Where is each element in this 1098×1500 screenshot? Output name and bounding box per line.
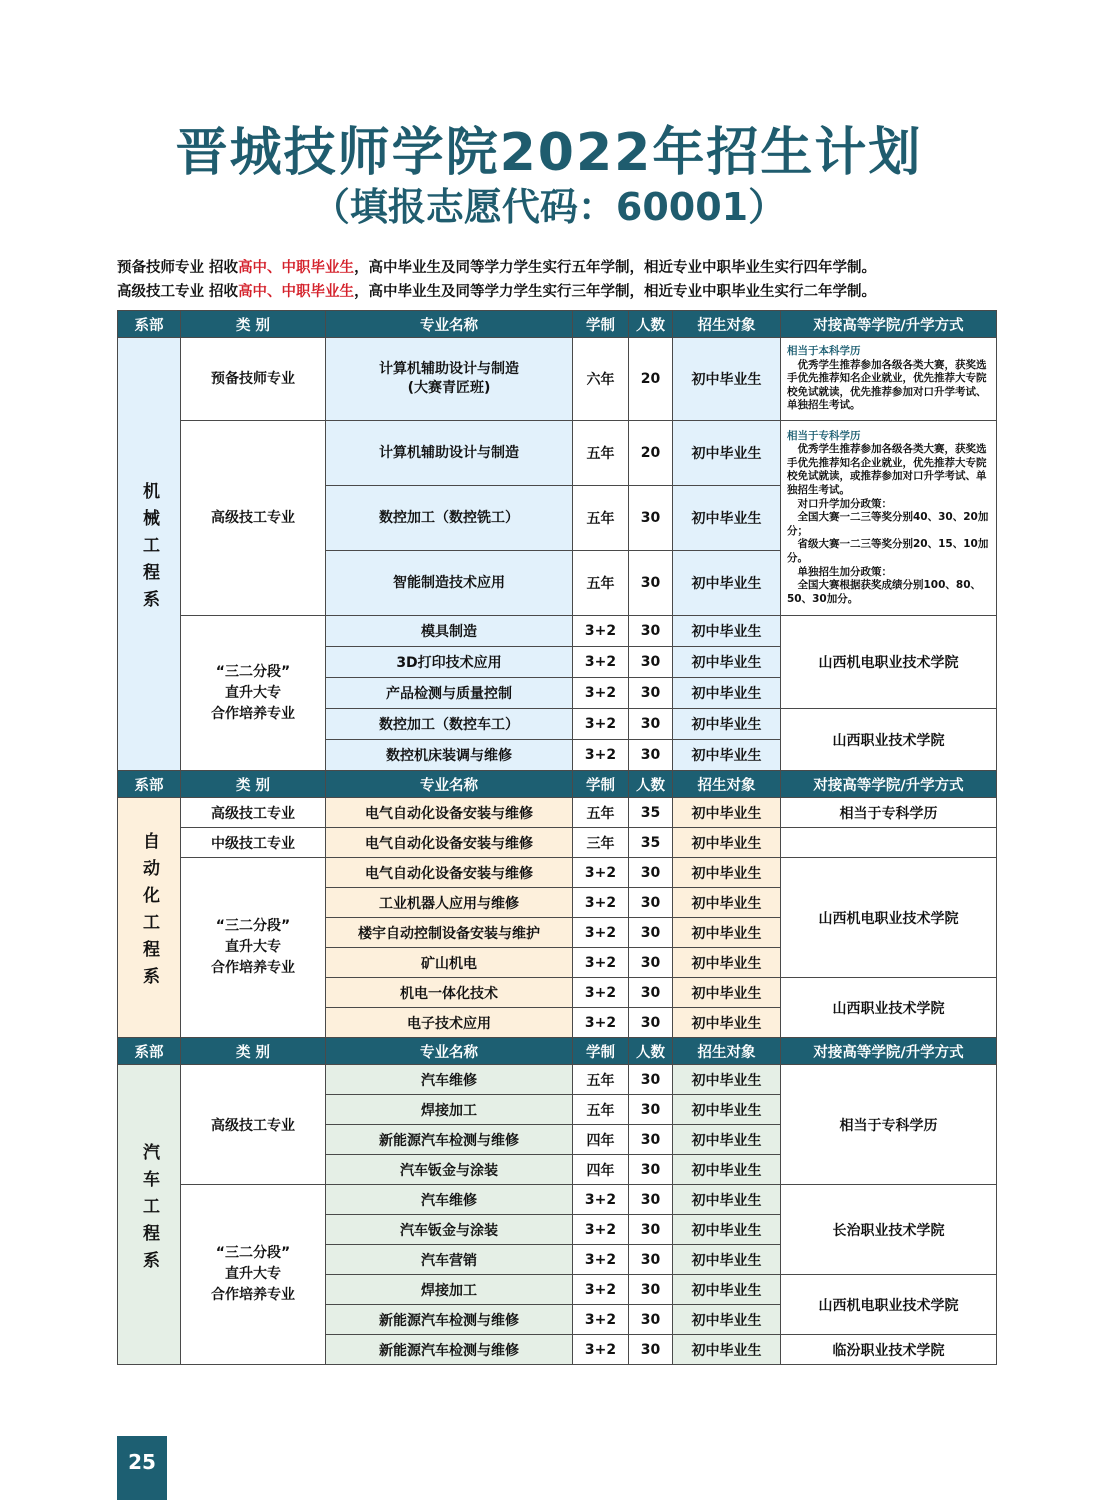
target-cell: 初中毕业生 [673, 338, 781, 421]
college-cell: 山西职业技术学院 [781, 978, 997, 1038]
dept-name: 机械工程系 [139, 482, 159, 617]
major-cell: 计算机辅助设计与制造 [326, 421, 573, 486]
major-cell: 计算机辅助设计与制造 (大赛青匠班) [326, 338, 573, 421]
count-cell: 30 [629, 1275, 673, 1305]
major-cell: 工业机器人应用与维修 [326, 888, 573, 918]
count-cell: 30 [629, 551, 673, 616]
category-senior: 高级技工专业 [181, 421, 326, 616]
dept-automotive [118, 1065, 181, 1365]
page-subtitle: （填报志愿代码：60001） [311, 185, 787, 229]
count-cell: 35 [629, 798, 673, 828]
target-cell: 初中毕业生 [673, 1275, 781, 1305]
count-cell: 30 [629, 740, 673, 771]
table-row [118, 338, 997, 421]
college-cell: 相当于专科学历 [781, 1065, 997, 1185]
major-cell: 矿山机电 [326, 948, 573, 978]
category-prep-technician: 预备技师专业 [181, 338, 326, 421]
count-cell: 30 [629, 678, 673, 709]
count-cell: 30 [629, 616, 673, 647]
college-cell: 山西机电职业技术学院 [781, 616, 997, 709]
duration-cell: 3+2 [573, 1305, 629, 1335]
target-cell: 初中毕业生 [673, 978, 781, 1008]
college-cell: 山西机电职业技术学院 [781, 858, 997, 978]
page-number: 25 [117, 1436, 167, 1500]
duration-cell: 3+2 [573, 888, 629, 918]
duration-cell: 3+2 [573, 1245, 629, 1275]
target-cell: 初中毕业生 [673, 1305, 781, 1335]
duration-cell: 五年 [573, 486, 629, 551]
count-cell: 30 [629, 918, 673, 948]
target-cell: 初中毕业生 [673, 1215, 781, 1245]
major-cell: 数控加工（数控铣工） [326, 486, 573, 551]
duration-cell: 3+2 [573, 616, 629, 647]
category-3-2: “三二分段” 直升大专 合作培养专业 [181, 616, 326, 771]
count-cell: 30 [629, 1095, 673, 1125]
major-cell: 焊接加工 [326, 1275, 573, 1305]
duration-cell: 三年 [573, 828, 629, 858]
target-cell: 初中毕业生 [673, 1065, 781, 1095]
header-college: 对接高等学院/升学方式 [781, 1038, 997, 1065]
duration-cell: 3+2 [573, 978, 629, 1008]
count-cell: 30 [629, 1245, 673, 1275]
notes-body: 优秀学生推荐参加各级各类大赛，获奖选手优先推荐知名企业就业，优先推荐大专院校免试就读，优先推荐参加对口升学考试、单独招生考试。 [787, 358, 987, 412]
notes-heading: 相当于本科学历 [787, 345, 861, 358]
major-cell: 新能源汽车检测与维修 [326, 1335, 573, 1365]
college-notes-undergrad [781, 338, 997, 421]
header-category: 类 别 [181, 1038, 326, 1065]
enrollment-table [117, 310, 997, 1365]
major-cell: 机电一体化技术 [326, 978, 573, 1008]
count-cell: 30 [629, 858, 673, 888]
target-cell: 初中毕业生 [673, 551, 781, 616]
header-category: 类 别 [181, 311, 326, 338]
college-cell: 相当于专科学历 [781, 798, 997, 828]
table-row [118, 828, 997, 858]
major-cell: 汽车钣金与涂装 [326, 1215, 573, 1245]
header-duration: 学制 [573, 771, 629, 798]
college-notes-associate [781, 421, 997, 616]
intro-line-2: 高级技工专业 招收高中、中职毕业生，高中毕业生及同等学力学生实行三年学制，相近专业中职毕业生实行二年学制。 [117, 284, 877, 300]
count-cell: 30 [629, 1335, 673, 1365]
duration-cell: 3+2 [573, 740, 629, 771]
dept-automation [118, 798, 181, 1038]
count-cell: 30 [629, 1125, 673, 1155]
count-cell: 30 [629, 978, 673, 1008]
header-duration: 学制 [573, 311, 629, 338]
dept-name: 自动化工程系 [139, 832, 159, 994]
major-cell: 新能源汽车检测与维修 [326, 1305, 573, 1335]
count-cell: 30 [629, 1215, 673, 1245]
duration-cell: 五年 [573, 551, 629, 616]
major-cell: 汽车营销 [326, 1245, 573, 1275]
category-senior: 高级技工专业 [181, 798, 326, 828]
header-college: 对接高等学院/升学方式 [781, 311, 997, 338]
header-count: 人数 [629, 311, 673, 338]
count-cell: 20 [629, 421, 673, 486]
target-cell: 初中毕业生 [673, 486, 781, 551]
duration-cell: 3+2 [573, 858, 629, 888]
target-cell: 初中毕业生 [673, 616, 781, 647]
duration-cell: 3+2 [573, 647, 629, 678]
count-cell: 30 [629, 948, 673, 978]
major-cell: 智能制造技术应用 [326, 551, 573, 616]
duration-cell: 五年 [573, 1095, 629, 1125]
dept-mechanical [118, 338, 181, 771]
duration-cell: 3+2 [573, 1275, 629, 1305]
header-college: 对接高等学院/升学方式 [781, 771, 997, 798]
major-cell: 数控加工（数控车工） [326, 709, 573, 740]
target-cell: 初中毕业生 [673, 1095, 781, 1125]
count-cell: 30 [629, 486, 673, 551]
notes-line: 全国大赛一二三等奖分别40、30、20加分； [787, 511, 989, 537]
duration-cell: 3+2 [573, 948, 629, 978]
header-count: 人数 [629, 771, 673, 798]
count-cell: 30 [629, 1155, 673, 1185]
count-cell: 30 [629, 647, 673, 678]
count-cell: 30 [629, 1305, 673, 1335]
count-cell: 30 [629, 709, 673, 740]
target-cell: 初中毕业生 [673, 1185, 781, 1215]
college-cell: 临汾职业技术学院 [781, 1335, 997, 1365]
target-cell: 初中毕业生 [673, 798, 781, 828]
target-cell: 初中毕业生 [673, 1335, 781, 1365]
table-row [118, 1065, 997, 1095]
duration-cell: 四年 [573, 1155, 629, 1185]
notes-line: 优秀学生推荐参加各级各类大赛，获奖选手优先推荐知名企业就业，优先推荐大专院校免试就读，或推荐参加对口升学考试、单独招生考试。 [787, 443, 987, 497]
major-cell: 电气自动化设备安装与维修 [326, 828, 573, 858]
notes-line: 单独招生加分政策： [787, 565, 892, 578]
major-cell: 数控机床装调与维修 [326, 740, 573, 771]
target-cell: 初中毕业生 [673, 918, 781, 948]
major-cell: 产品检测与质量控制 [326, 678, 573, 709]
major-cell: 电气自动化设备安装与维修 [326, 858, 573, 888]
duration-cell: 3+2 [573, 1008, 629, 1038]
duration-cell: 五年 [573, 798, 629, 828]
target-cell: 初中毕业生 [673, 678, 781, 709]
header-category: 类 别 [181, 771, 326, 798]
header-target: 招生对象 [673, 311, 781, 338]
major-cell: 楼宇自动控制设备安装与维护 [326, 918, 573, 948]
major-cell: 焊接加工 [326, 1095, 573, 1125]
target-cell: 初中毕业生 [673, 709, 781, 740]
major-cell: 汽车维修 [326, 1185, 573, 1215]
category-senior: 高级技工专业 [181, 1065, 326, 1185]
major-cell: 新能源汽车检测与维修 [326, 1125, 573, 1155]
count-cell: 30 [629, 1008, 673, 1038]
duration-cell: 3+2 [573, 918, 629, 948]
header-duration: 学制 [573, 1038, 629, 1065]
notes-line: 省级大赛一二三等奖分别20、15、10加分。 [787, 538, 989, 564]
target-cell: 初中毕业生 [673, 948, 781, 978]
category-3-2: “三二分段” 直升大专 合作培养专业 [181, 1185, 326, 1365]
college-cell: 山西职业技术学院 [781, 709, 997, 771]
major-cell: 汽车钣金与涂装 [326, 1155, 573, 1185]
category-3-2: “三二分段” 直升大专 合作培养专业 [181, 858, 326, 1038]
table-row [118, 798, 997, 828]
target-cell: 初中毕业生 [673, 828, 781, 858]
notes-line: 对口升学加分政策： [787, 497, 892, 510]
major-cell: 3D打印技术应用 [326, 647, 573, 678]
duration-cell: 3+2 [573, 709, 629, 740]
count-cell: 30 [629, 1065, 673, 1095]
college-cell-empty [781, 828, 997, 858]
dept-name: 汽车工程系 [139, 1142, 159, 1278]
header-dept: 系部 [118, 771, 181, 798]
table-header [118, 771, 997, 798]
target-cell: 初中毕业生 [673, 421, 781, 486]
header-target: 招生对象 [673, 771, 781, 798]
target-cell: 初中毕业生 [673, 888, 781, 918]
table-row [118, 858, 997, 888]
header-dept: 系部 [118, 1038, 181, 1065]
major-cell: 电气自动化设备安装与维修 [326, 798, 573, 828]
target-cell: 初中毕业生 [673, 740, 781, 771]
duration-cell: 四年 [573, 1125, 629, 1155]
target-cell: 初中毕业生 [673, 1125, 781, 1155]
table-header [118, 311, 997, 338]
header-count: 人数 [629, 1038, 673, 1065]
target-cell: 初中毕业生 [673, 1245, 781, 1275]
header-target: 招生对象 [673, 1038, 781, 1065]
duration-cell: 3+2 [573, 678, 629, 709]
major-cell: 电子技术应用 [326, 1008, 573, 1038]
page-title: 晋城技师学院2022年招生计划 [175, 123, 923, 183]
header-major: 专业名称 [326, 311, 573, 338]
count-cell: 30 [629, 888, 673, 918]
target-cell: 初中毕业生 [673, 1155, 781, 1185]
target-cell: 初中毕业生 [673, 647, 781, 678]
major-cell: 汽车维修 [326, 1065, 573, 1095]
header-major: 专业名称 [326, 771, 573, 798]
target-cell: 初中毕业生 [673, 858, 781, 888]
table-row [118, 1185, 997, 1215]
table-row [118, 616, 997, 647]
count-cell: 20 [629, 338, 673, 421]
college-cell: 山西机电职业技术学院 [781, 1275, 997, 1335]
intro-line-1: 预备技师专业 招收高中、中职毕业生，高中毕业生及同等学力学生实行五年学制，相近专业中职毕业生实行四年学制。 [117, 260, 877, 276]
table-header [118, 1038, 997, 1065]
count-cell: 35 [629, 828, 673, 858]
header-major: 专业名称 [326, 1038, 573, 1065]
category-mid: 中级技工专业 [181, 828, 326, 858]
college-cell: 长治职业技术学院 [781, 1185, 997, 1275]
duration-cell: 3+2 [573, 1185, 629, 1215]
count-cell: 30 [629, 1185, 673, 1215]
header-dept: 系部 [118, 311, 181, 338]
duration-cell: 3+2 [573, 1335, 629, 1365]
duration-cell: 五年 [573, 1065, 629, 1095]
major-cell: 模具制造 [326, 616, 573, 647]
target-cell: 初中毕业生 [673, 1008, 781, 1038]
duration-cell: 六年 [573, 338, 629, 421]
table-row [118, 421, 997, 486]
notes-heading: 相当于专科学历 [787, 429, 861, 442]
duration-cell: 五年 [573, 421, 629, 486]
duration-cell: 3+2 [573, 1215, 629, 1245]
notes-line: 全国大赛根据获奖成绩分别100、80、50、30加分。 [787, 579, 982, 605]
